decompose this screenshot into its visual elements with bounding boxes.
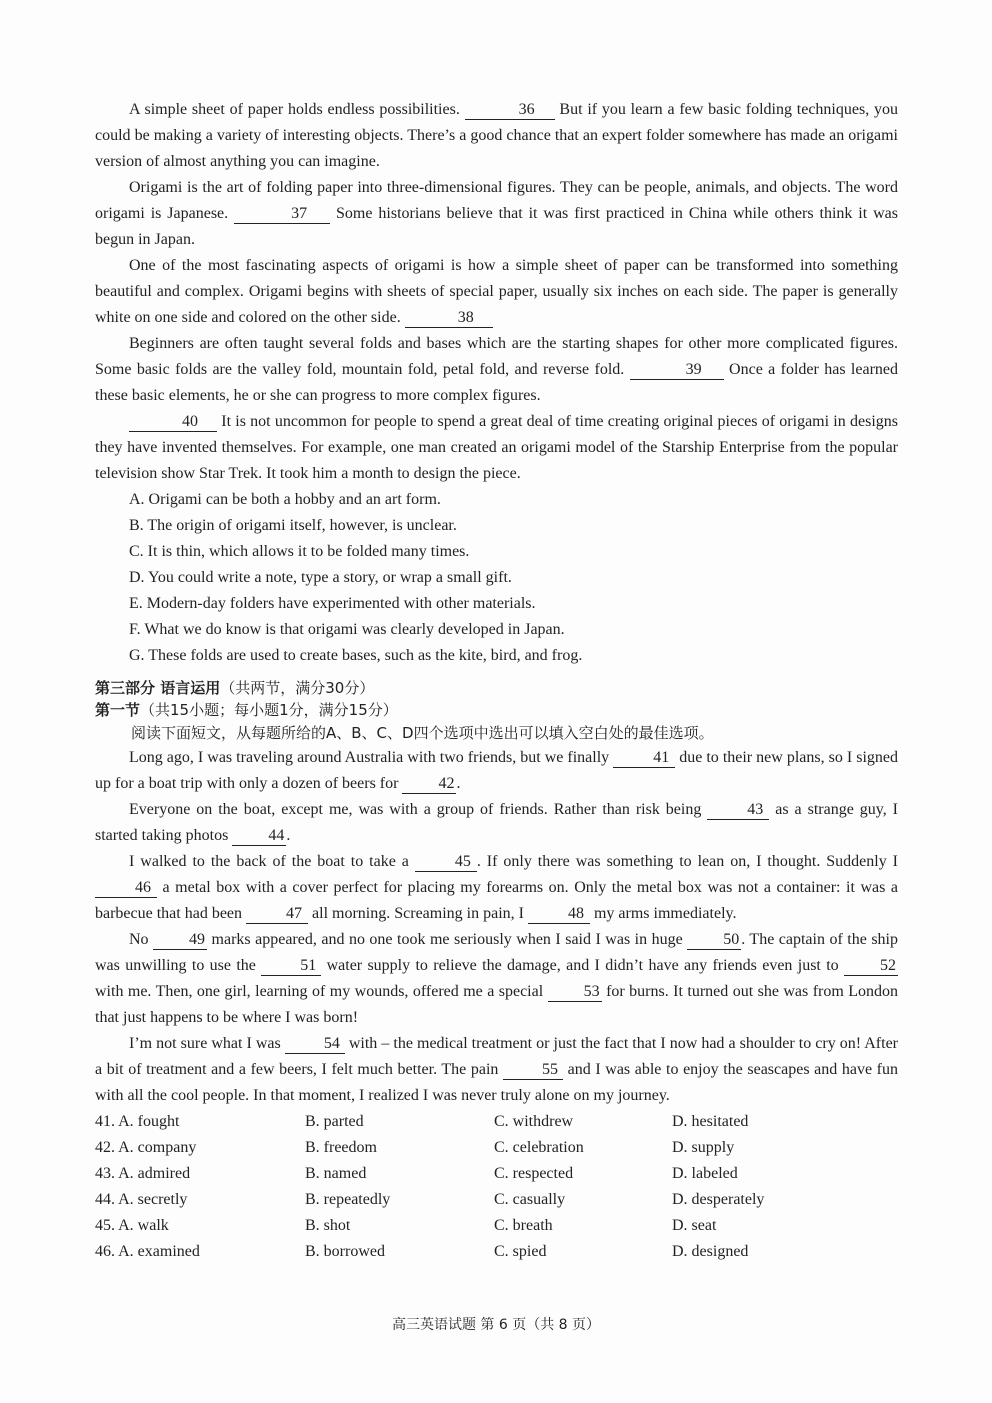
- option-c: C. It is thin, which allows it to be folded many times.: [129, 543, 470, 560]
- choice-d: D. desperately: [672, 1191, 765, 1208]
- blank-52: 52: [844, 957, 898, 976]
- blank-38: 38: [405, 309, 493, 328]
- paragraph-5: [95, 409, 898, 487]
- choice-c: C. celebration: [494, 1139, 584, 1156]
- choice-b: B. named: [305, 1165, 367, 1182]
- subsection-title-rest: （共15小题；每小题1分，满分15分）: [140, 701, 398, 719]
- blank-40: 40: [129, 413, 217, 432]
- subsection-title: [95, 699, 898, 721]
- text: Some historians believe that it was first practiced in China while others think it was begun in Japan.: [95, 205, 899, 248]
- text: Origami is the art of folding paper into three-dimensional figures. They can be people, animals, and objects. The word origami is Japanese.: [95, 179, 898, 222]
- choice-d: D. hesitated: [672, 1113, 749, 1130]
- blank-51: 51: [261, 957, 321, 976]
- choice-c: C. withdrew: [494, 1113, 574, 1130]
- choice-a: 45. A. walk: [95, 1217, 169, 1234]
- choice-d: D. supply: [672, 1139, 735, 1156]
- text: water supply to relieve the damage, and I didn’t have any friends even just to: [321, 957, 845, 974]
- blank-39: 39: [630, 361, 724, 380]
- section-heading: [95, 677, 898, 721]
- page-footer: 高三英语试题 第 6 页（共 8 页）: [391, 1317, 601, 1333]
- paragraph-2: [95, 175, 898, 253]
- text: Everyone on the boat, except me, was with a group of friends. Rather than risk being: [129, 801, 708, 818]
- choice-d: D. designed: [672, 1243, 749, 1260]
- text: with – the medical treatment or just the fact that I now had a shoulder to cry on! After a bit of treatment and a few beers, I felt much better. The pain: [95, 1035, 899, 1078]
- answer-choices: [95, 1109, 898, 1265]
- option-d: D. You could write a note, type a story, or wrap a small gift.: [129, 569, 512, 586]
- blank-41: 41: [613, 749, 675, 768]
- option-e: E. Modern-day folders have experimented with other materials.: [129, 595, 536, 612]
- paragraph-4: [95, 331, 898, 409]
- subsection-title-bold: 第一节: [95, 701, 141, 719]
- text: I walked to the back of the boat to take a: [129, 853, 415, 870]
- blank-48: 48: [528, 905, 590, 924]
- text: Long ago, I was traveling around Australia with two friends, but we finally: [129, 749, 614, 766]
- cloze-paragraph-4: [95, 927, 898, 1031]
- choice-row-43: [95, 1161, 898, 1187]
- paragraph-3: [95, 253, 898, 331]
- cloze-paragraph-5: [95, 1031, 898, 1109]
- text: .: [286, 827, 291, 844]
- choice-c: C. breath: [494, 1217, 553, 1234]
- choice-d: D. seat: [672, 1217, 717, 1234]
- text: .: [456, 775, 461, 792]
- choice-a: 46. A. examined: [95, 1243, 200, 1260]
- cloze-paragraph-2: [95, 797, 898, 849]
- text: No: [129, 931, 154, 948]
- paragraph-1: [95, 97, 898, 175]
- blank-37: 37: [234, 205, 330, 224]
- page-content: [95, 97, 898, 1265]
- text: due to their new plans, so I signed up for a boat trip with only a dozen of beers for: [95, 749, 899, 792]
- option-b: B. The origin of origami itself, however, is unclear.: [129, 517, 457, 534]
- blank-45: 45: [415, 853, 477, 872]
- cloze-paragraph-3: [95, 849, 898, 927]
- option-a: A. Origami can be both a hobby and an art form.: [129, 491, 441, 508]
- choice-row-44: [95, 1187, 898, 1213]
- blank-44: 44: [232, 827, 286, 846]
- text: marks appeared, and no one took me seriously when I said I was in huge: [207, 931, 688, 948]
- text: Once a folder has learned these basic elements, he or she can progress to more complex figures.: [95, 361, 898, 404]
- text: I’m not sure what I was: [129, 1035, 285, 1052]
- choice-a: 41. A. fought: [95, 1113, 180, 1130]
- text: A simple sheet of paper holds endless possibilities.: [129, 101, 465, 118]
- blank-49: 49: [153, 931, 207, 950]
- part-title: [95, 677, 898, 699]
- text: It is not uncommon for people to spend a great deal of time creating original pieces of origami in designs they have invented themselves. For example, one man created an origami model of the Starship Enterprise from the popular television show Star Trek. It took him a month to design the piece.: [95, 413, 898, 482]
- choice-c: C. casually: [494, 1191, 566, 1208]
- choice-b: B. parted: [305, 1113, 364, 1130]
- blank-50: 50: [687, 931, 741, 950]
- cloze-paragraph-1: [95, 745, 898, 797]
- choice-a: 43. A. admired: [95, 1165, 191, 1182]
- choice-d: D. labeled: [672, 1165, 738, 1182]
- text: my arms immediately.: [589, 905, 737, 922]
- blank-55: 55: [503, 1061, 563, 1080]
- text: with me. Then, one girl, learning of my wounds, offered me a special: [95, 983, 548, 1000]
- text: But if you learn a few basic folding techniques, you could be making a variety of interesting objects. There’s a good chance that an expert folder somewhere has made an origami version of almost anything you can imagine.: [95, 101, 899, 170]
- blank-47: 47: [246, 905, 308, 924]
- choice-row-41: [95, 1109, 898, 1135]
- option-list: [95, 487, 898, 669]
- choice-b: B. borrowed: [305, 1243, 385, 1260]
- text: Beginners are often taught several folds and bases which are the starting shapes for other more complicated figures. Some basic folds are the valley fold, mountain fold, petal fold, and reverse fold.: [95, 335, 898, 378]
- text: all morning. Screaming in pain, I: [308, 905, 528, 922]
- blank-43: 43: [707, 801, 769, 820]
- choice-b: B. shot: [305, 1217, 351, 1234]
- choice-a: 44. A. secretly: [95, 1191, 188, 1208]
- blank-46: 46: [95, 879, 157, 898]
- instruction: 阅读下面短文，从每题所给的A、B、C、D四个选项中选出可以填入空白处的最佳选项。: [131, 724, 714, 742]
- text: . If only there was something to lean on, I thought. Suddenly I: [476, 853, 899, 870]
- choice-row-45: [95, 1213, 898, 1239]
- text: as a strange guy, I started taking photos: [95, 801, 899, 844]
- choice-b: B. repeatedly: [305, 1191, 391, 1208]
- blank-36: 36: [465, 101, 555, 120]
- part-title-rest: （共两节，满分30分）: [220, 679, 375, 697]
- choice-row-46: [95, 1239, 898, 1265]
- option-g: G. These folds are used to create bases, such as the kite, bird, and frog.: [129, 647, 583, 664]
- option-f: F. What we do know is that origami was clearly developed in Japan.: [129, 621, 565, 638]
- choice-b: B. freedom: [305, 1139, 377, 1156]
- choice-c: C. respected: [494, 1165, 574, 1182]
- text: a metal box with a cover perfect for placing my forearms on. Only the metal box was not a container: it was a barbecue that had been: [95, 879, 898, 922]
- part-title-bold: 第三部分 语言运用: [95, 679, 221, 697]
- choice-a: 42. A. company: [95, 1139, 197, 1156]
- blank-53: 53: [548, 983, 602, 1002]
- blank-54: 54: [285, 1035, 345, 1054]
- text: for burns. It turned out she was from London that just happens to be where I was born!: [95, 983, 899, 1026]
- text: One of the most fascinating aspects of origami is how a simple sheet of paper can be transformed into something beautiful and complex. Origami begins with sheets of special paper, usually six inches on each side. The paper is generally white on one side and colored on the other side.: [95, 257, 898, 326]
- choice-c: C. spied: [494, 1243, 547, 1260]
- blank-42: 42: [402, 775, 456, 794]
- text: and I was able to enjoy the seascapes and have fun with all the cool people. In that moment, I realized I was never truly alone on my journey.: [95, 1061, 899, 1104]
- choice-row-42: [95, 1135, 898, 1161]
- text: . The captain of the ship was unwilling to use the: [95, 931, 898, 974]
